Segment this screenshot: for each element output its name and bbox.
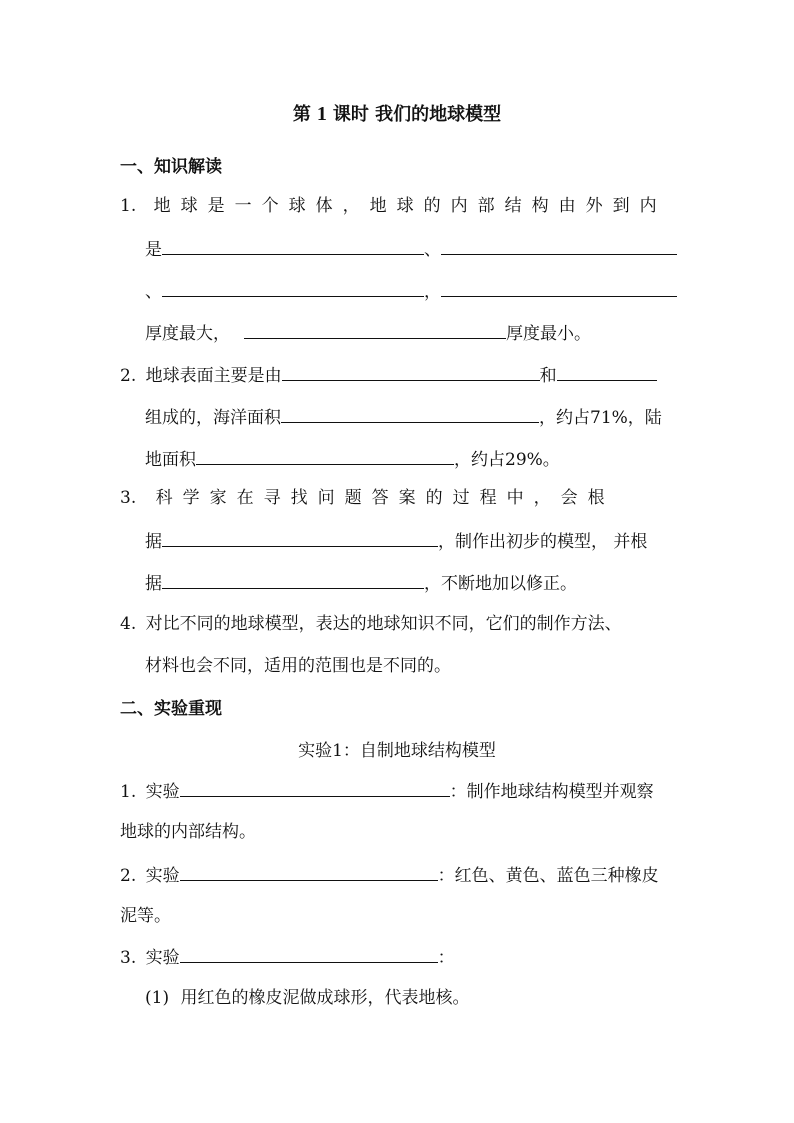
q2-blank-2[interactable]	[557, 362, 657, 381]
q1-line4	[145, 320, 591, 344]
e3-line1	[120, 944, 455, 968]
q1-text: 地球是一个球体，地球的内部结构由外到内	[153, 196, 667, 216]
e1-end: ：制作地球结构模型并观察	[449, 782, 654, 802]
e3-number: 3.	[120, 948, 137, 968]
q2-line3-start: 地面积	[145, 450, 196, 470]
q4-number: 4.	[120, 614, 137, 634]
q2-line3	[145, 446, 560, 470]
q2-and: 和	[539, 366, 557, 386]
q1-blank-1[interactable]	[162, 236, 424, 255]
e1-number: 1.	[120, 782, 137, 802]
e3-start: 实验	[145, 948, 180, 968]
q2-blank-3[interactable]	[281, 404, 539, 423]
q1-blank-5[interactable]	[244, 320, 506, 339]
q4-line1	[120, 612, 622, 636]
e1-line1	[120, 778, 654, 802]
q1-sep-1: 、	[424, 240, 441, 260]
e1-blank[interactable]	[180, 778, 450, 797]
experiment-title: 实验1：自制地球结构模型	[298, 741, 496, 761]
e2-start: 实验	[145, 866, 180, 886]
q1-number: 1.	[120, 196, 137, 216]
e3-end: ：	[437, 948, 455, 968]
e1-line2	[120, 820, 256, 844]
q2-blank-1[interactable]	[282, 362, 540, 381]
e2-end: ：红色、黄色、蓝色三种橡皮	[437, 866, 659, 886]
step1-number: (1)	[145, 988, 170, 1008]
e1-cont: 地球的内部结构。	[120, 822, 256, 842]
q1-sep-3: ，	[424, 282, 441, 302]
e2-blank[interactable]	[180, 862, 438, 881]
q3-line3	[145, 570, 577, 594]
step1-line	[145, 986, 470, 1010]
q3-line2	[145, 528, 647, 552]
q1-sep-2: 、	[145, 282, 162, 302]
q4-text-2: 材料也会不同，适用的范围也是不同的。	[145, 656, 451, 676]
title-number: 1	[316, 103, 327, 125]
e2-cont: 泥等。	[120, 906, 171, 926]
page-title	[0, 100, 794, 126]
q2-line3-end: ，约占29%。	[454, 450, 560, 470]
q2-blank-4[interactable]	[196, 446, 454, 465]
q3-line3-start: 据	[145, 574, 162, 594]
q3-line2-end: ，制作出初步的模型， 并根	[438, 532, 648, 552]
step1-text: 用红色的橡皮泥做成球形，代表地核。	[180, 988, 470, 1008]
q1-blank-2[interactable]	[441, 236, 677, 255]
q1-line2-start: 是	[145, 240, 162, 260]
q1-line4-a: 厚度最大，	[145, 324, 230, 344]
q2-line1	[120, 362, 657, 386]
e2-line1	[120, 862, 659, 886]
q2-line2	[145, 404, 662, 428]
q4-line2	[145, 654, 451, 678]
q1-blank-3[interactable]	[162, 278, 424, 297]
q2-line1-start: 地球表面主要是由	[145, 366, 282, 386]
q1-line3	[145, 278, 677, 302]
q1-line4-b: 厚度最小。	[506, 324, 591, 344]
section-heading-knowledge: 一、知识解读	[120, 157, 222, 177]
e3-blank[interactable]	[180, 944, 438, 963]
q3-number: 3.	[120, 488, 137, 508]
title-suffix: 课时 我们的地球模型	[332, 104, 502, 125]
q1-line2	[145, 236, 677, 260]
section-heading-experiment: 二、实验重现	[120, 699, 222, 719]
q3-line3-end: ，不断地加以修正。	[424, 574, 577, 594]
q1-line1	[120, 194, 667, 218]
q3-line2-start: 据	[145, 532, 162, 552]
q3-text: 科学家在寻找问题答案的过程中，会根	[155, 488, 615, 508]
q3-blank-2[interactable]	[162, 570, 424, 589]
e2-number: 2.	[120, 866, 137, 886]
title-prefix: 第	[292, 104, 311, 125]
e2-line2	[120, 904, 171, 928]
q2-number: 2.	[120, 366, 137, 386]
q3-line1	[120, 486, 615, 510]
q3-blank-1[interactable]	[162, 528, 438, 547]
q4-text-1: 对比不同的地球模型，表达的地球知识不同，它们的制作方法、	[145, 614, 622, 634]
q2-line2-start: 组成的，海洋面积	[145, 408, 281, 428]
e1-start: 实验	[145, 782, 180, 802]
q2-line2-end: ，约占71%，陆	[539, 408, 662, 428]
q1-blank-4[interactable]	[441, 278, 677, 297]
